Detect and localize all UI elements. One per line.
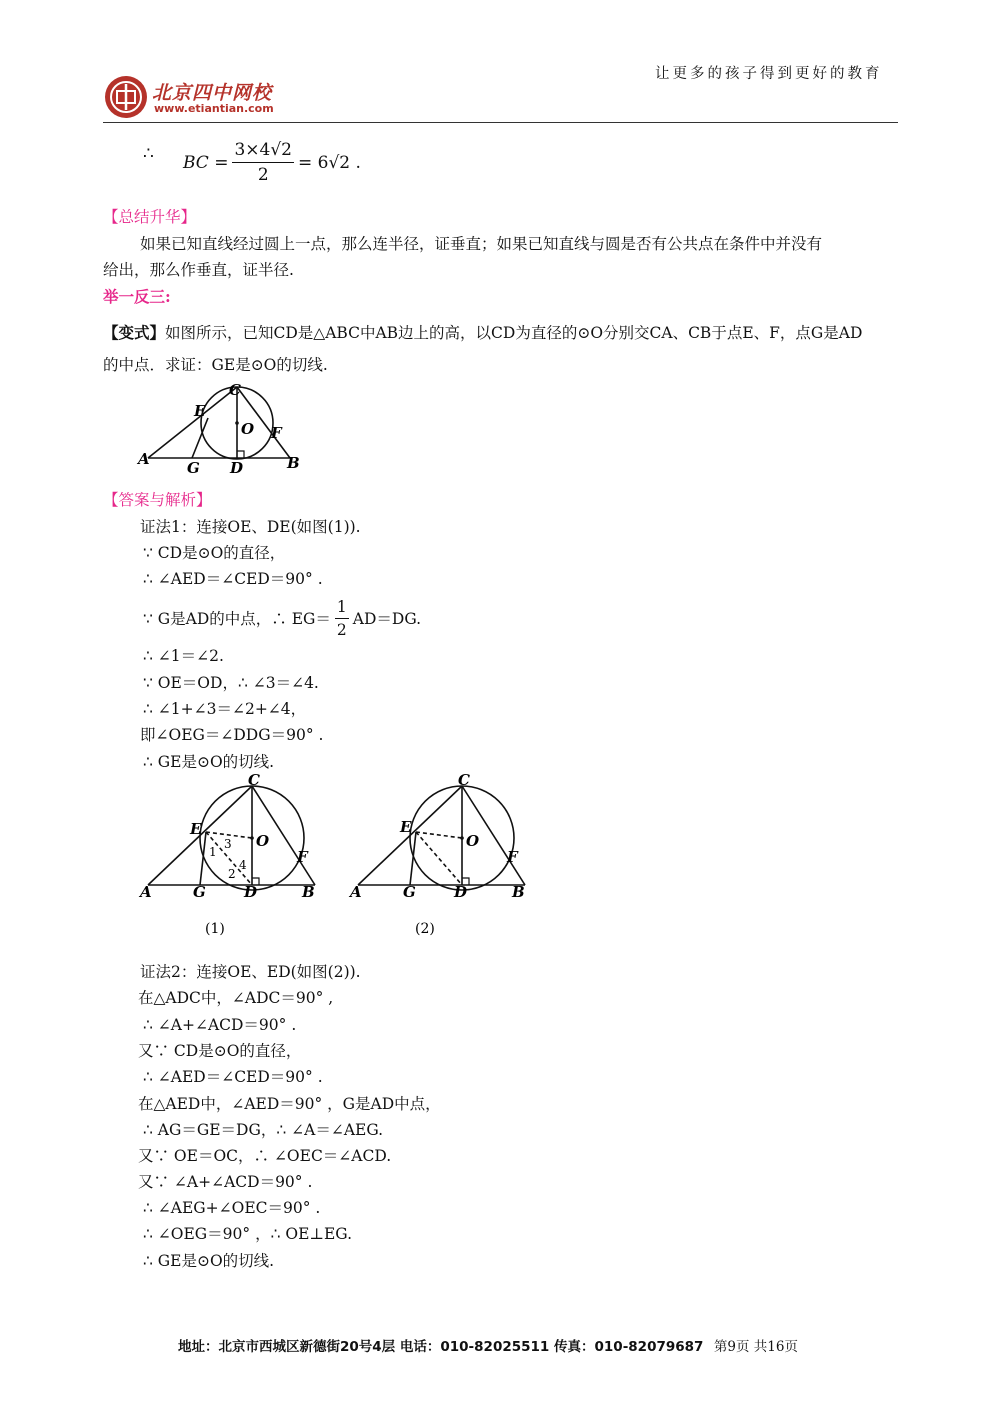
variant-line-2: 的中点．求证：GE是⊙O的切线. <box>103 356 328 374</box>
method1-line: ∴ ∠AED＝∠CED＝90° . <box>143 570 323 588</box>
method1-line: ∴ ∠1+∠3＝∠2+∠4， <box>143 700 307 718</box>
fig2-label-E: E <box>400 818 412 836</box>
fig1-label-E: E <box>190 820 202 838</box>
fig0-label-G: G <box>187 459 200 477</box>
method1-line: 证法1：连接OE、DE(如图(1)). <box>140 518 361 536</box>
bc-rhs: = 6√2 . <box>298 152 361 173</box>
fig2-caption: (2) <box>415 921 435 937</box>
method2-line: 在△ADC中，∠ADC＝90° , <box>138 989 334 1007</box>
fig1-label-D: D <box>244 883 258 901</box>
fig0-label-C: C <box>229 381 241 399</box>
method1-line: ∴ ∠1＝∠2. <box>143 647 224 665</box>
fig0-label-A: A <box>138 450 150 468</box>
summary-title: 【总结升华】 <box>103 208 197 226</box>
fig1-angle-4: 4 <box>239 858 247 872</box>
fig1-label-O: O <box>256 832 270 850</box>
variant-figure <box>130 378 310 478</box>
bc-denominator: 2 <box>257 165 269 185</box>
answer-title: 【答案与解析】 <box>103 491 212 509</box>
half-denominator: 2 <box>336 620 347 639</box>
fig2-label-F: F <box>507 848 518 866</box>
fig2-label-O: O <box>466 832 480 850</box>
method2-line: 在△AED中，∠AED＝90° ，G是AD中点， <box>138 1095 441 1113</box>
summary-line-1: 如果已知直线经过圆上一点，那么连半径，证垂直；如果已知直线与圆是否有公共点在条件中并没有 <box>140 235 823 253</box>
proof-figure-2 <box>340 770 540 940</box>
practice-title: 举一反三: <box>103 287 171 306</box>
variant-text-1: 如图所示，已知CD是△ABC中AB边上的高，以CD为直径的⊙O分别交CA、CB于点E、F，点G是AD <box>165 324 863 342</box>
method1-line: 即∠OEG＝∠DDG＝90° . <box>140 726 324 744</box>
fig1-label-C: C <box>248 771 260 789</box>
therefore-symbol: ∴ <box>143 144 154 164</box>
footer-address <box>178 1337 798 1357</box>
method1-line: ∵ CD是⊙O的直径， <box>143 544 286 562</box>
fig0-label-O: O <box>241 420 255 438</box>
bc-lhs: BC = <box>183 152 229 173</box>
method2-line: ∴ ∠AEG+∠OEC＝90° . <box>143 1199 321 1217</box>
fig0-label-D: D <box>230 459 244 477</box>
bc-numerator: 3×4√2 <box>232 140 294 163</box>
method2-line: 又∵ OE＝OC，∴ ∠OEC＝∠ACD. <box>138 1147 392 1165</box>
midpoint-post: AD＝DG. <box>352 610 422 628</box>
logo-emblem-icon <box>103 74 149 120</box>
variant-line-1 <box>103 323 862 343</box>
midpoint-line <box>143 593 421 643</box>
fig1-angle-1: 1 <box>209 845 217 859</box>
method2-line: ∴ ∠AED＝∠CED＝90° . <box>143 1068 323 1086</box>
fig0-label-F: F <box>271 424 282 442</box>
method2-line: ∴ GE是⊙O的切线. <box>143 1252 275 1270</box>
method2-line: 证法2：连接OE、ED(如图(2)). <box>140 963 361 981</box>
fig1-label-F: F <box>297 848 308 866</box>
logo-url: www.etiantian.com <box>154 102 274 115</box>
method2-line: 又∵ CD是⊙O的直径， <box>138 1042 302 1060</box>
method2-line: ∴ AG＝GE＝DG，∴ ∠A＝∠AEG. <box>143 1121 384 1139</box>
fig1-label-B: B <box>302 883 315 901</box>
footer-page-number: 第9页 共16页 <box>713 1339 798 1355</box>
proof-figure-1 <box>130 770 330 940</box>
fig1-angle-2: 2 <box>228 867 236 881</box>
fig2-label-C: C <box>458 771 470 789</box>
midpoint-pre: ∵ G是AD的中点，∴ EG＝ <box>143 610 331 628</box>
header-divider <box>103 122 898 123</box>
header <box>0 0 1000 130</box>
method2-line: 又∵ ∠A+∠ACD＝90° . <box>138 1173 313 1191</box>
summary-line-2: 给出，那么作垂直，证半径. <box>103 261 294 279</box>
method2-line: ∴ ∠A+∠ACD＝90° . <box>143 1016 297 1034</box>
fig1-label-A: A <box>140 883 152 901</box>
fig0-label-E: E <box>194 402 206 420</box>
variant-tag: 【变式】 <box>103 323 166 342</box>
fig2-label-A: A <box>350 883 362 901</box>
fig2-label-B: B <box>512 883 525 901</box>
fig0-label-B: B <box>287 454 300 472</box>
method1-line: ∴ GE是⊙O的切线. <box>143 753 275 771</box>
fig2-label-G: G <box>403 883 416 901</box>
method1-line: ∵ OE＝OD，∴ ∠3＝∠4. <box>143 674 319 692</box>
fig1-label-G: G <box>193 883 206 901</box>
fig1-angle-3: 3 <box>224 837 232 851</box>
logo-name: 北京四中网校 <box>152 82 273 104</box>
footer-contact: 地址：北京市西城区新德街20号4层 电话：010-82025511 传真：010-82079687 <box>178 1339 704 1355</box>
fig2-label-D: D <box>454 883 468 901</box>
half-numerator: 1 <box>335 598 349 619</box>
method2-line: ∴ ∠OEG＝90° ，∴ OE⊥EG. <box>143 1225 353 1243</box>
header-slogan: 让更多的孩子得到更好的教育 <box>655 66 883 82</box>
fig1-caption: (1) <box>205 921 225 937</box>
